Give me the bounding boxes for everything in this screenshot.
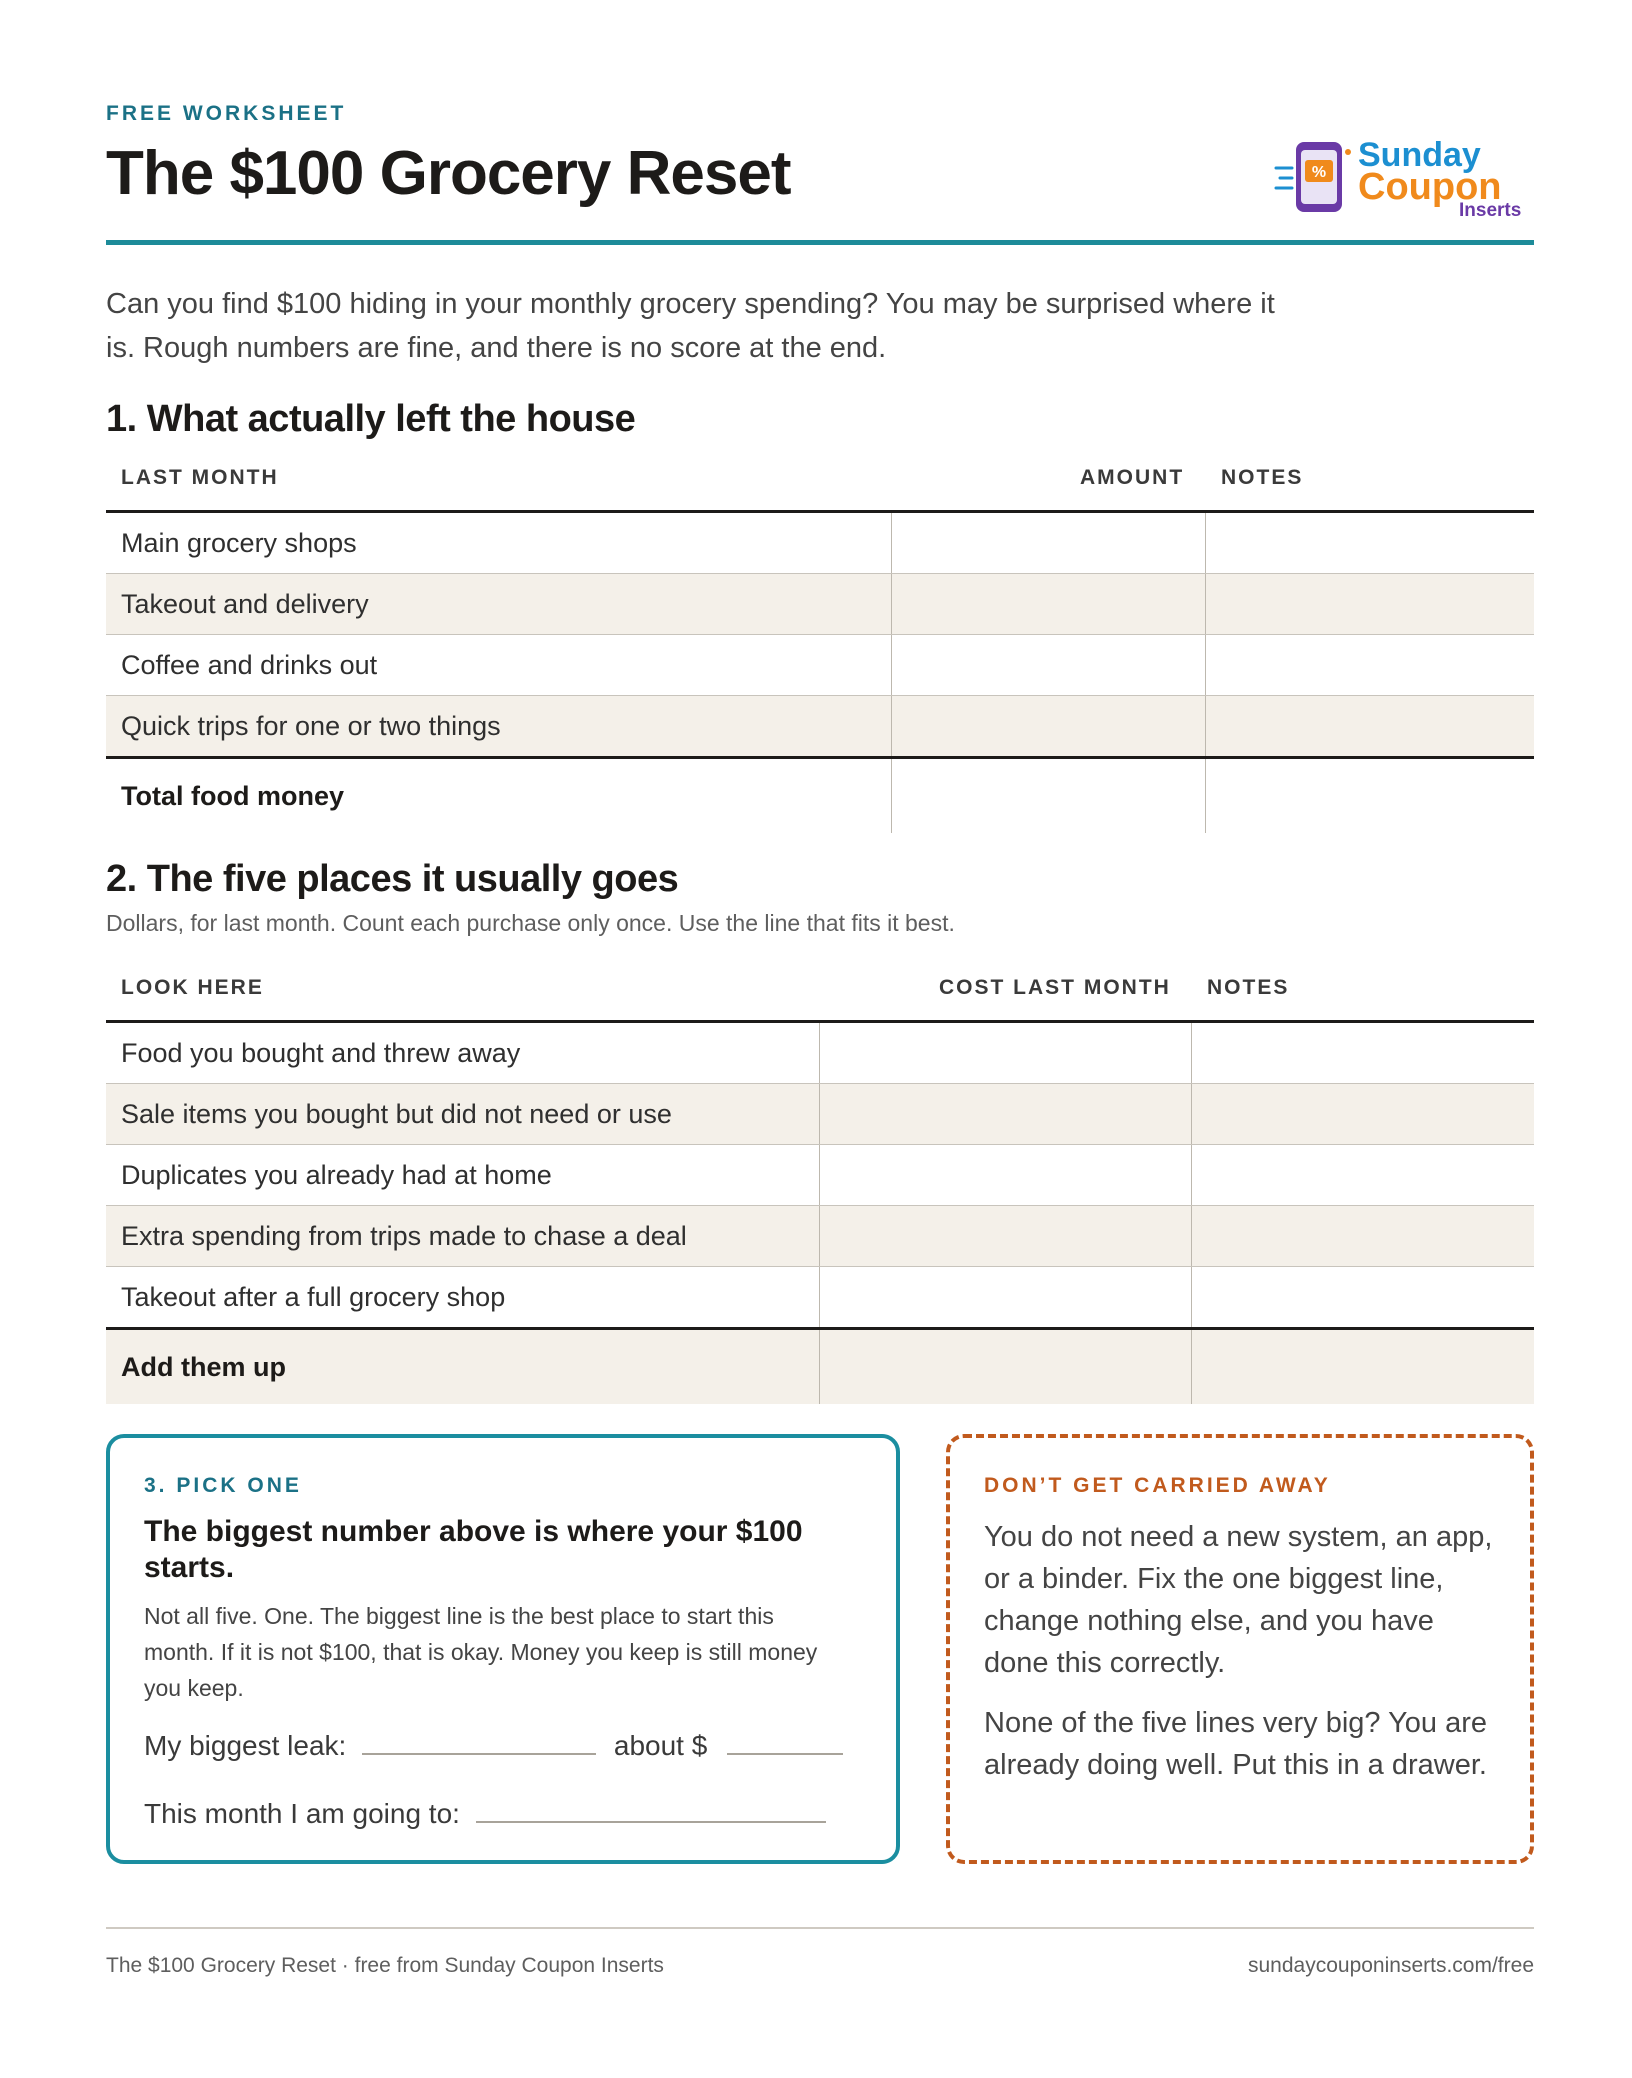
row-label: Takeout and delivery xyxy=(121,589,369,619)
row-label: Extra spending from trips made to chase a deal xyxy=(121,1221,687,1251)
total-label: Add them up xyxy=(121,1352,286,1382)
row-label: Sale items you bought but did not need or use xyxy=(121,1099,672,1129)
table-header xyxy=(106,448,1534,513)
table-row xyxy=(106,1084,1534,1145)
row-label: Coffee and drinks out xyxy=(121,650,378,680)
total-label: Total food money xyxy=(121,781,344,811)
svg-text:%: % xyxy=(1311,164,1327,181)
footer-credit: The $100 Grocery Reset · free from Sunday Coupon Inserts xyxy=(106,1954,664,1977)
biggest-leak-blank[interactable] xyxy=(362,1731,596,1755)
plan-row xyxy=(144,1798,826,1830)
row-label: Food you bought and threw away xyxy=(121,1038,521,1068)
spending-table xyxy=(106,448,1534,833)
amount-blank[interactable] xyxy=(727,1731,843,1755)
logo-word-inserts: Inserts xyxy=(1459,200,1522,221)
pick-one-box xyxy=(106,1434,900,1864)
footer-divider xyxy=(106,1927,1534,1929)
pick-one-heading: The biggest number above is where your $100 starts. xyxy=(144,1515,803,1584)
column-header-cost: COST LAST MONTH xyxy=(939,976,1171,999)
plan-label: This month I am going to: xyxy=(144,1798,460,1829)
table-row xyxy=(106,1145,1534,1206)
row-label: Main grocery shops xyxy=(121,528,357,558)
section1-heading: 1. What actually left the house xyxy=(106,398,636,440)
carried-away-eyebrow: DON’T GET CARRIED AWAY xyxy=(984,1474,1331,1497)
table-row xyxy=(106,696,1534,756)
carried-away-box xyxy=(946,1434,1534,1864)
section2-heading: 2. The five places it usually goes xyxy=(106,858,679,900)
table-row xyxy=(106,513,1534,574)
table-row xyxy=(106,1206,1534,1267)
table-row xyxy=(106,1267,1534,1327)
page-title: The $100 Grocery Reset xyxy=(106,139,791,208)
carried-away-paragraph-1: You do not need a new system, an app, or a binder. Fix the one biggest line, change nothing else, and you have done this correctly. xyxy=(984,1521,1493,1679)
logo-word-coupon: Coupon xyxy=(1358,166,1502,208)
column-header-notes: NOTES xyxy=(1221,466,1304,489)
column-header-notes: NOTES xyxy=(1207,976,1290,999)
table-total-row xyxy=(106,756,1534,833)
leak-table xyxy=(106,958,1534,1404)
about-dollar-label: about $ xyxy=(613,1730,708,1761)
table-total-row xyxy=(106,1327,1534,1404)
biggest-leak-row xyxy=(144,1730,843,1762)
logo-word-sunday: Sunday xyxy=(1358,136,1481,174)
biggest-leak-label: My biggest leak: xyxy=(144,1730,347,1761)
carried-away-paragraph-2: None of the five lines very big? You are already doing well. Put this in a drawer. xyxy=(984,1707,1487,1781)
column-header-look-here: LOOK HERE xyxy=(121,976,264,999)
footer-url[interactable]: sundaycouponinserts.com/free xyxy=(1248,1954,1534,1977)
row-label: Takeout after a full grocery shop xyxy=(121,1282,506,1312)
table-row xyxy=(106,574,1534,635)
table-header xyxy=(106,958,1534,1023)
pick-one-body: Not all five. One. The biggest line is the best place to start this month. If it is not $100, that is okay. Money you keep is still money you keep. xyxy=(144,1603,818,1701)
brand-logo xyxy=(1274,132,1534,222)
intro-paragraph: Can you find $100 hiding in your monthly grocery spending? You may be surprised where it is. Rough numbers are fine, and there is no score at the end. xyxy=(106,288,1275,364)
column-header-amount: AMOUNT xyxy=(1080,466,1185,489)
plan-blank[interactable] xyxy=(476,1799,826,1823)
row-label: Duplicates you already had at home xyxy=(121,1160,552,1190)
column-header-last-month: LAST MONTH xyxy=(121,466,279,489)
phone-coupon-icon xyxy=(1274,132,1358,222)
row-label: Quick trips for one or two things xyxy=(121,711,501,741)
eyebrow-label: FREE WORKSHEET xyxy=(106,102,347,125)
table-row xyxy=(106,1023,1534,1084)
header-divider xyxy=(106,240,1534,245)
section2-subnote: Dollars, for last month. Count each purchase only once. Use the line that fits it best. xyxy=(106,910,955,936)
pick-one-eyebrow: 3. PICK ONE xyxy=(144,1474,302,1497)
table-row xyxy=(106,635,1534,696)
